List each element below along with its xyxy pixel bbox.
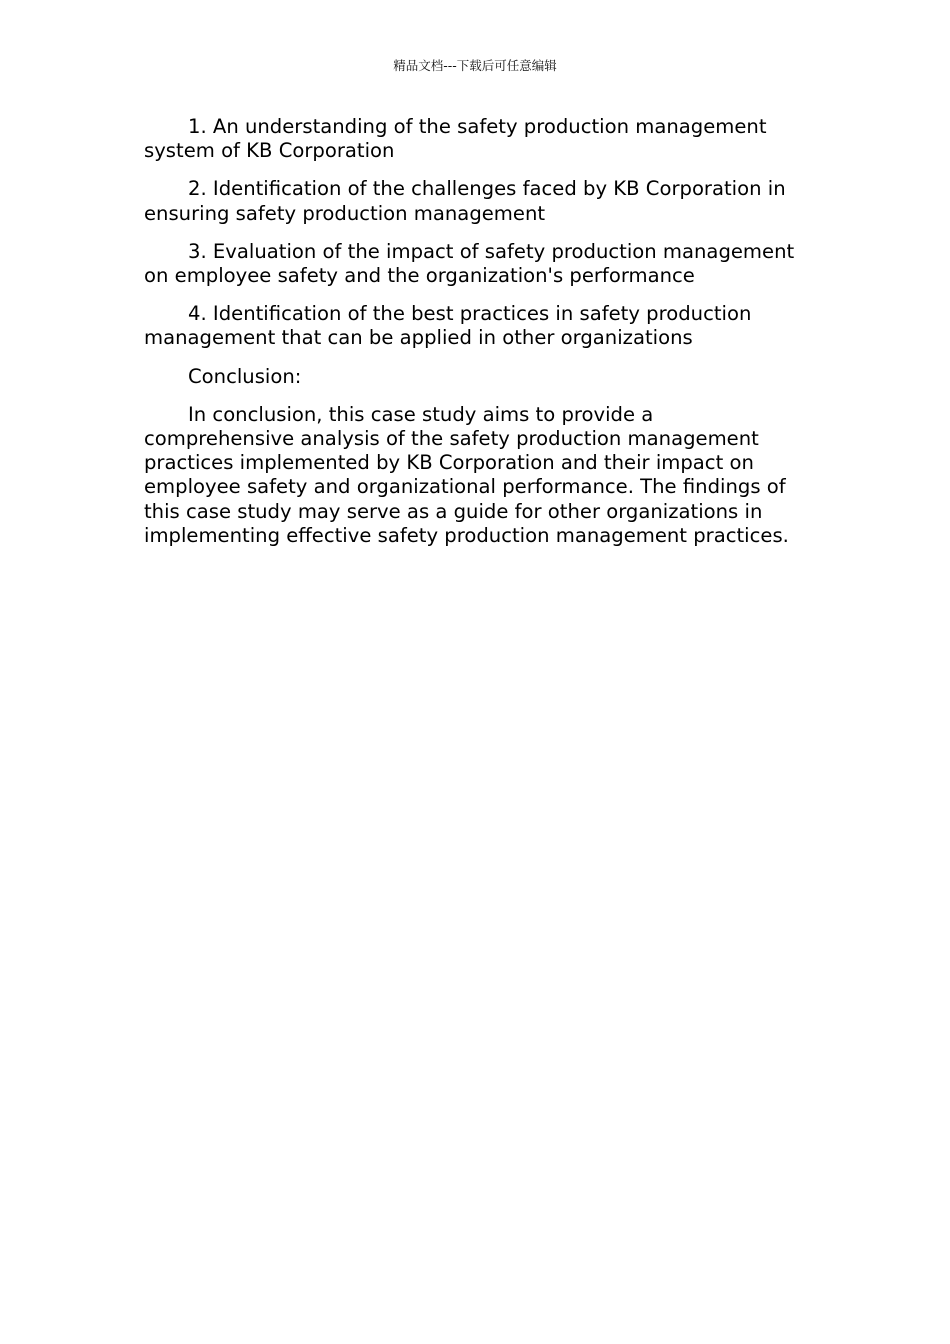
page-header: 精品文档---下载后可任意编辑 [393, 58, 557, 73]
list-item-best-practices: 4. Identification of the best practices in safety production management that can be applied in other organizations [144, 302, 752, 350]
list-item-challenges: 2. Identification of the challenges faced by KB Corporation in ensuring safety production management [144, 177, 786, 225]
conclusion-heading: Conclusion: [188, 364, 302, 388]
document-body [144, 115, 809, 562]
list-item-understanding: 1. An understanding of the safety production management system of KB Corporation [144, 115, 767, 163]
list-item-evaluation: 3. Evaluation of the impact of safety production management on employee safety and the organization's performance [144, 239, 795, 288]
conclusion-paragraph: In conclusion, this case study aims to provide a comprehensive analysis of the safety production management practices implemented by KB Corporation and their impact on employee safety and organizational performance. The findings of this case study may serve as a guide for other organizations in implementing effective safety production management practices. [144, 402, 789, 547]
